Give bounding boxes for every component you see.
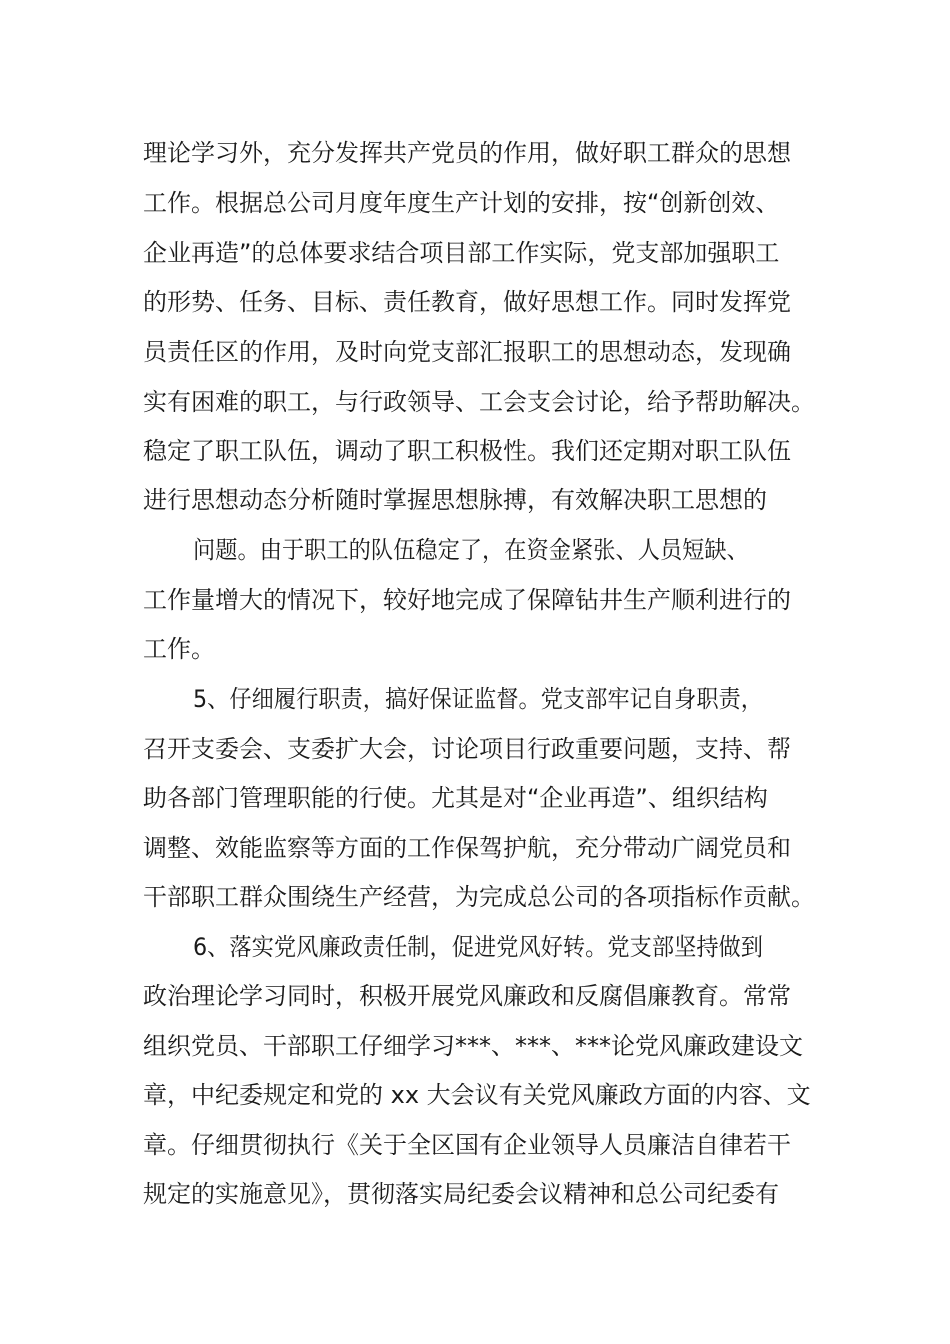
paragraph-line: 组织党员、干部职工仔细学习***、***、***论党风廉政建设文: [143, 1032, 803, 1060]
paragraph-line: 工作。根据总公司月度年度生产计划的安排，按“创新创效、: [143, 189, 780, 217]
paragraph-line: 工作。: [143, 635, 215, 663]
paragraph-line: 规定的实施意见》，贯彻落实局纪委会议精神和总公司纪委有: [143, 1180, 779, 1208]
paragraph-line: 稳定了职工队伍，调动了职工积极性。我们还定期对职工队伍: [143, 437, 791, 465]
paragraph-line: 调整、效能监察等方面的工作保驾护航，充分带动广阔党员和: [143, 834, 791, 862]
paragraph-line: 企业再造”的总体要求结合项目部工作实际，党支部加强职工: [143, 239, 780, 267]
paragraph-line: 干部职工群众围绕生产经营，为完成总公司的各项指标作贡献。: [143, 883, 815, 911]
paragraph-line: 章。仔细贯彻执行《关于全区国有企业领导人员廉洁自律若干: [143, 1131, 791, 1159]
paragraph-line: 员责任区的作用，及时向党支部汇报职工的思想动态，发现确: [143, 338, 791, 366]
paragraph-line: 理论学习外，充分发挥共产党员的作用，做好职工群众的思想: [143, 139, 791, 167]
paragraph-line: 的形势、任务、目标、责任教育，做好思想工作。同时发挥党: [143, 288, 791, 316]
paragraph-line: 5、仔细履行职责，搞好保证监督。党支部牢记自身职责，: [193, 685, 764, 713]
paragraph-line: 6、落实党风廉政责任制，促进党风好转。党支部坚持做到: [193, 933, 764, 961]
paragraph-line: 政治理论学习同时，积极开展党风廉政和反腐倡廉教育。常常: [143, 982, 791, 1010]
paragraph-line: 助各部门管理职能的行使。尤其是对“企业再造”、组织结构: [143, 784, 768, 812]
paragraph-line: 实有困难的职工，与行政领导、工会支会讨论，给予帮助解决。: [143, 388, 815, 416]
paragraph-line: 进行思想动态分析随时掌握思想脉搏，有效解决职工思想的: [143, 486, 767, 514]
paragraph-line: 章，中纪委规定和党的 xx 大会议有关党风廉政方面的内容、文: [143, 1081, 811, 1109]
paragraph-line: 召开支委会、支委扩大会，讨论项目行政重要问题，支持、帮: [143, 735, 791, 763]
paragraph-line: 问题。由于职工的队伍稳定了，在资金紧张、人员短缺、: [193, 536, 749, 564]
paragraph-line: 工作量增大的情况下，较好地完成了保障钻井生产顺利进行的: [143, 586, 791, 614]
